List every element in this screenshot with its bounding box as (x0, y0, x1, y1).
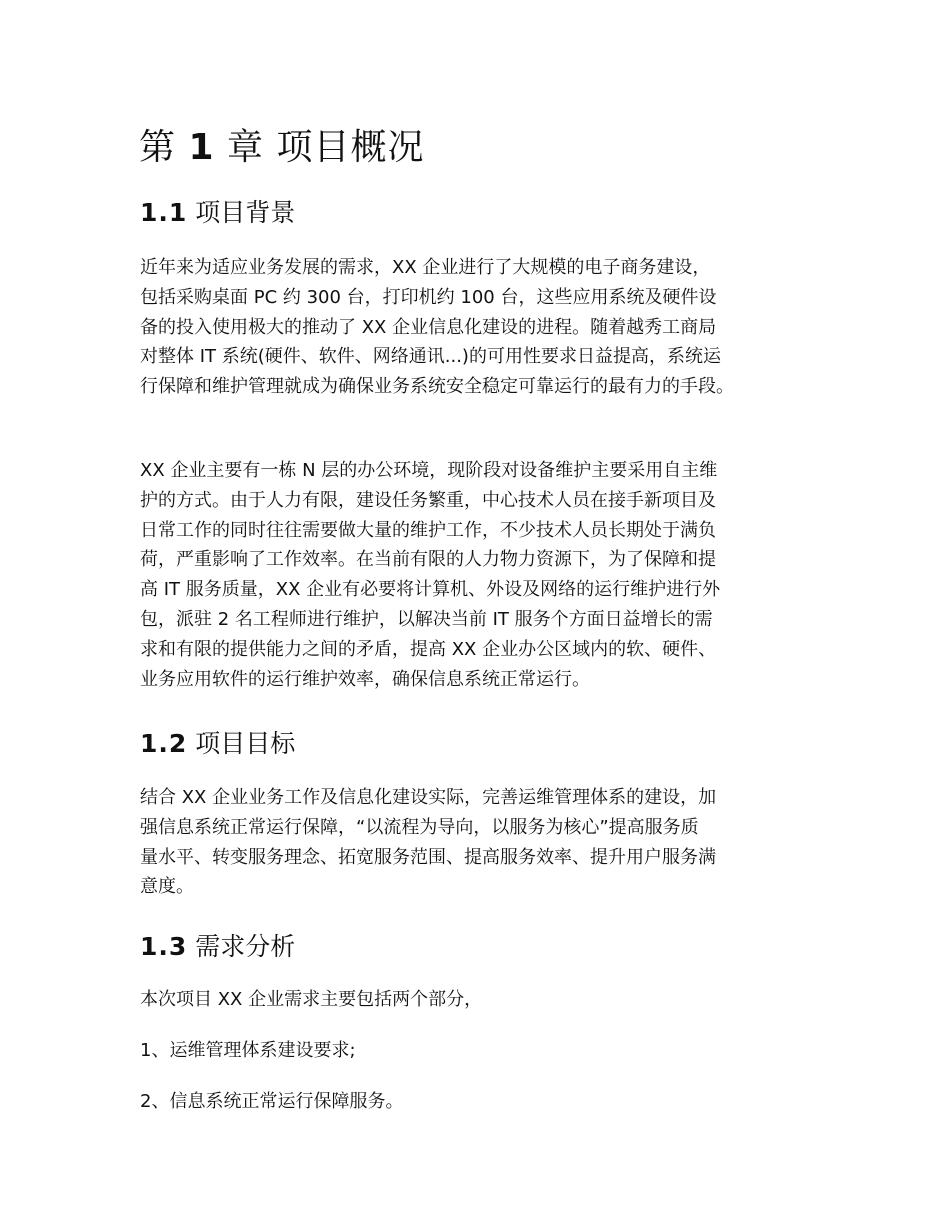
paragraph-line: 近年来为适应业务发展的需求，XX 企业进行了大规模的电子商务建设， (140, 257, 711, 278)
section-heading-1-1 (140, 196, 295, 230)
section-number: 1.3 (140, 932, 188, 961)
requirements-intro: 本次项目 XX 企业需求主要包括两个部分， (140, 989, 483, 1010)
paragraph-line: 行保障和维护管理就成为确保业务系统安全稳定可靠运行的最有力的手段。 (140, 376, 734, 398)
paragraph-line: 结合 XX 企业业务工作及信息化建设实际，完善运维管理体系的建设，加 (140, 787, 717, 808)
section-title: 需求分析 (195, 932, 296, 961)
paragraph-background-2 (140, 456, 720, 694)
requirement-item-1: 1、运维管理体系建设要求; (140, 1040, 356, 1061)
requirement-item-2: 2、信息系统正常运行保障服务。 (140, 1091, 404, 1112)
paragraph-line: 备的投入使用极大的推动了 XX 企业信息化建设的进程。随着越秀工商局 (140, 316, 717, 338)
chapter-number: 1 (188, 127, 215, 168)
section-number: 1.2 (140, 729, 188, 758)
section-number: 1.1 (140, 198, 188, 227)
paragraph-line: 高 IT 服务质量，XX 企业有必要将计算机、外设及网络的运行维护进行外 (140, 579, 721, 601)
section-heading-1-3 (140, 930, 295, 964)
section-title: 项目目标 (195, 729, 296, 758)
paragraph-line: 日常工作的同时往往需要做大量的维护工作，不少技术人员长期处于满负 (140, 519, 716, 541)
paragraph-line: 荷，严重影响了工作效率。在当前有限的人力物力资源下，为了保障和提 (140, 549, 716, 571)
paragraph-line: 包，派驻 2 名工程师进行维护，以解决当前 IT 服务个方面日益增长的需 (140, 608, 713, 630)
paragraph-line: 护的方式。由于人力有限，建设任务繁重，中心技术人员在接手新项目及 (140, 489, 716, 511)
paragraph-line: 包括采购桌面 PC 约 300 台，打印机约 100 台，这些应用系统及硬件设 (140, 286, 717, 308)
chapter-title-text: 项目概况 (276, 127, 425, 168)
chapter-prefix: 第 (139, 127, 177, 168)
paragraph-line: 业务应用软件的运行维护效率，确保信息系统正常运行。 (140, 668, 590, 690)
chapter-title (139, 124, 424, 172)
paragraph-line: 意度。 (140, 876, 194, 898)
section-heading-1-2 (140, 727, 295, 761)
paragraph-background-1 (140, 253, 734, 402)
paragraph-goals (140, 783, 716, 902)
paragraph-line: 求和有限的提供能力之间的矛盾，提高 XX 企业办公区域内的软、硬件、 (140, 638, 717, 660)
section-title: 项目背景 (195, 198, 296, 227)
chapter-suffix: 章 (226, 127, 264, 168)
paragraph-line: 强信息系统正常运行保障，“以流程为导向，以服务为核心”提高服务质 (140, 816, 699, 838)
paragraph-line: XX 企业主要有一栋 N 层的办公环境，现阶段对设备维护主要采用自主维 (140, 460, 718, 481)
paragraph-line: 对整体 IT 系统(硬件、软件、网络通讯...)的可用性要求日益提高，系统运 (140, 346, 721, 368)
paragraph-line: 量水平、转变服务理念、拓宽服务范围、提高服务效率、提升用户服务满 (140, 846, 716, 868)
